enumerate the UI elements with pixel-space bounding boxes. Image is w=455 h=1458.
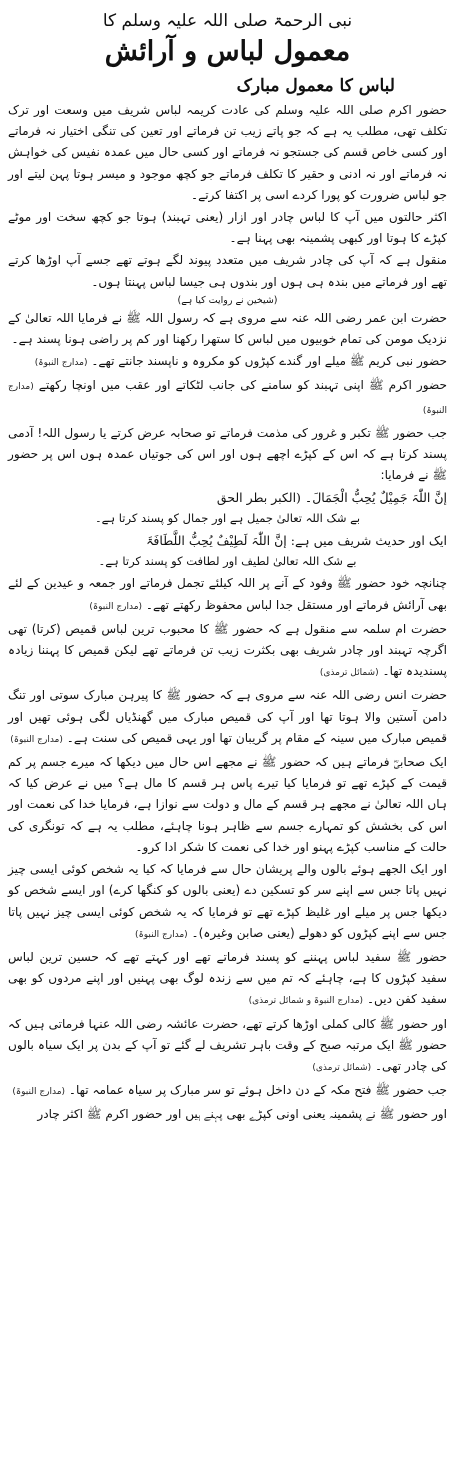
page-title: معمول لباس و آرائش: [104, 36, 351, 67]
paragraph-text: منقول ہے کہ آپ کی چادر شریف میں متعدد پیوند لگے ہوتے تھے جسے آپ اوڑھا کرتے تھے اور فرماتے میں بندہ ہی ہوں اور بندوں ہی جیسا لباس پہنتا ہوں۔: [8, 253, 447, 289]
reference-citation: (مدارج النبوۃ): [134, 929, 188, 940]
paragraph: [8, 573, 447, 617]
paragraph: [8, 1080, 447, 1103]
reference-citation: (مدارج النبوۃ): [12, 1087, 66, 1098]
paragraph-text: حضرت ابن عمر رضی اللہ عنہ سے مروی ہے کہ رسول اللہ ﷺ نے فرمایا اللہ تعالیٰ کے نزدیک مومن کی تمام خوبیوں میں لباس کا ستھرا رکھنا اور کم پر راضی ہونا پسند ہے۔: [8, 310, 447, 347]
section-title: لباس کا معمول مبارک: [236, 76, 395, 96]
hadith-translation: بے شک اللہ تعالیٰ جمیل ہے اور جمال کو پسند کرتا ہے۔: [94, 511, 361, 526]
paragraph-text: حضور اکرم ﷺ اپنی تہبند کو سامنے کی جانب لٹکاتے اور عقب میں اونچا رکھتے: [38, 378, 447, 393]
paragraph: [8, 100, 447, 206]
reference-citation: (شمائل ترمذی): [319, 668, 379, 679]
paragraph: [8, 308, 447, 350]
hadith-arabic: إنَّ اللّٰہَ جَمِیْلٌ یُحِبُّ الْجَمَالَ۔ (الکبر بطر الحق: [216, 490, 447, 506]
paragraph: [8, 375, 447, 421]
page-subtitle: نبی الرحمۃ صلی اللہ علیہ وسلم کا: [102, 11, 353, 31]
reference-citation: (شمائل ترمذی): [312, 1062, 372, 1073]
hadith-translation-2: بے شک اللہ تعالیٰ لطیف اور لطافت کو پسند کرتا ہے۔: [98, 554, 357, 569]
paragraph-text: اور حضور ﷺ نے پشمینہ یعنی اونی کپڑے بھی پہنے ہیں اور حضور اکرم ﷺ اکثر چادر: [37, 1107, 447, 1122]
hadith-arabic-2: [8, 530, 447, 551]
paragraph: [8, 1104, 447, 1125]
paragraph-text: اور ایک الجھے ہوئے بالوں والے پریشان حال سے فرمایا کہ کیا یہ شخص کوئی ایسی چیز نہیں پاتا جس سے اپنے سر کو تسکین دے (یعنی بالوں کو کنگھا کرے) اور ایسے شخص کو دیکھا جس پر میلے اور غلیظ کپڑے تھے تو فرمایا کہ یہ شخص کوئی ایسی چیز نہیں پاتا جس سے اپنے کپڑوں کو دھولے (یعنی صابن وغیرہ)۔: [8, 862, 447, 940]
paragraph: [8, 1014, 447, 1080]
paragraph-text: ایک صحابیؓ فرماتے ہیں کہ حضور ﷺ نے مجھے اس حال میں دیکھا کہ میرے جسم پر کم قیمت کے کپڑے تھے تو فرمایا کیا تیرے پاس ہر قسم کا مال ہے؟ میں نے عرض کیا کہ ہاں اللہ تعالیٰ نے مجھے ہر قسم کے مال و دولت سے نوازا ہے، فرمایا خدا کی نعمت اور اس کی بخشش کو تمہارے جسم سے ظاہر ہونا چاہئے، مطلب یہ ہے کہ تونگری کی حالت کے مناسب کپڑے پہنو اور خدا کی نعمت کا شکر ادا کرو۔: [8, 755, 447, 854]
paragraph: [8, 250, 447, 292]
paragraph: [8, 752, 447, 858]
paragraph-text: اور حضور ﷺ کالی کملی اوڑھا کرتے تھے، حضرت عائشہ رضی اللہ عنہا فرماتی ہیں کہ حضور ﷺ ایک مرتبہ صبح کے وقت باہر تشریف لے گئے تو آپ کے بدن پر ایک سیاہ بالوں کی چادر تھی۔: [8, 1016, 447, 1073]
paragraph: [8, 685, 447, 751]
paragraph: [8, 351, 447, 374]
hadith-lead: ایک اور حدیث شریف میں ہے:: [290, 533, 447, 549]
paragraph-text: اکثر حالتوں میں آپ کا لباس چادر اور ازار (یعنی تہبند) ہوتا جو کچھ سخت اور موٹے کپڑے کا ہوتا اور کبھی پشمینہ بھی پہنا ہے۔: [8, 210, 447, 246]
paragraph: [8, 947, 447, 1013]
paragraph-text: حضرت انس رضی اللہ عنہ سے مروی ہے کہ حضور ﷺ کا پیرہن مبارک سوتی اور تنگ دامن آستین والا ہوتا تھا اور آپ کی قمیص مبارک میں گھنڈیاں لگی ہوئی تھیں اور قمیص مبارک میں سینہ کے مقام پر گریبان تھا اور یہی قمیص کی سنت ہے۔: [8, 688, 447, 745]
reference-citation: (مدارج النبوۃ): [8, 382, 447, 416]
paragraph-text: حضور نبی کریم ﷺ میلے اور گندے کپڑوں کو مکروہ و ناپسند جانتے تھے۔: [91, 354, 447, 369]
paragraph-text: جب حضور ﷺ تکبر و غرور کی مذمت فرماتے تو صحابہ عرض کرتے یا رسول اللہ! آدمی پسند کرتا ہے کہ اس کے کپڑے اچھے ہوں اور اس کی جوتیاں عمدہ ہوں اس پر حضور ﷺ نے فرمایا:: [8, 425, 447, 483]
paragraph-text: حضرت ام سلمہ سے منقول ہے کہ حضور ﷺ کا محبوب ترین لباس قمیص (کرتا) تھی اگرچہ تہبند اور چادر شریف بھی بکثرت زیب تن فرماتے تھے لیکن قمیص کا پہننا زیادہ پسندیدہ تھا۔: [8, 621, 447, 679]
reference-citation: (مدارج النبوۃ): [89, 601, 143, 612]
paragraph: [8, 859, 447, 946]
paragraph-text: حضور ﷺ سفید لباس پہننے کو پسند فرماتے تھے اور کہتے تھے کہ حسین ترین لباس سفید کپڑوں کا ہے، چاہئے کہ تم میں سے زندہ لوگ بھی پہنیں اور اپنے مردوں کو بھی سفید کفن دیں۔: [8, 949, 447, 1007]
hadith-arabic-text: إنَّ اللّٰہَ لَطِیْفٌ یُحِبُّ اللَّطَافَۃَ: [146, 533, 287, 549]
paragraph: [8, 207, 447, 249]
paragraph-text: حضور اکرم صلی اللہ علیہ وسلم کی عادت کریمہ لباس شریف میں وسعت اور ترک تکلف تھی، مطلب یہ ہے کہ جو پاتے زیب تن فرماتے اور تعین کی تنگی اختیار نہ فرماتے اور کسی خاص قسم کی جستجو نہ فرماتے اور کسی حال میں عمدہ نفیس کی خواہش نہ فرماتے اور نہ ادنی و حقیر کا تکلف فرماتے جو کچھ موجود و میسر ہوتا پہن لیتے اور جو لباس ضرورت کو پورا کردے اسی پر اکتفا کرتے۔: [8, 103, 447, 202]
reference-citation: (مدارج النبوۃ و شمائل ترمذی): [248, 996, 364, 1007]
paragraph-group: [8, 573, 447, 1125]
paragraph-group: [8, 308, 447, 487]
source-note: (شیخین نے روایت کیا ہے): [177, 294, 278, 306]
reference-citation: (مدارج النبوۃ): [10, 734, 63, 745]
paragraph: [8, 423, 447, 487]
paragraph: [8, 619, 447, 685]
paragraph-text: چنانچہ خود حضور ﷺ وفود کے آنے پر اللہ کیلئے تجمل فرماتے اور جمعہ و عیدین کے لئے بھی آرائش فرماتے اور مستقل جدا لباس محفوظ رکھتے تھے۔: [8, 576, 447, 612]
paragraph-group: [8, 100, 447, 293]
reference-citation: (مدارج النبوۃ): [34, 358, 88, 369]
paragraph-text: جب حضور ﷺ فتح مکہ کے دن داخل ہوئے تو سر مبارک پر سیاہ عمامہ تھا۔: [68, 1083, 447, 1098]
